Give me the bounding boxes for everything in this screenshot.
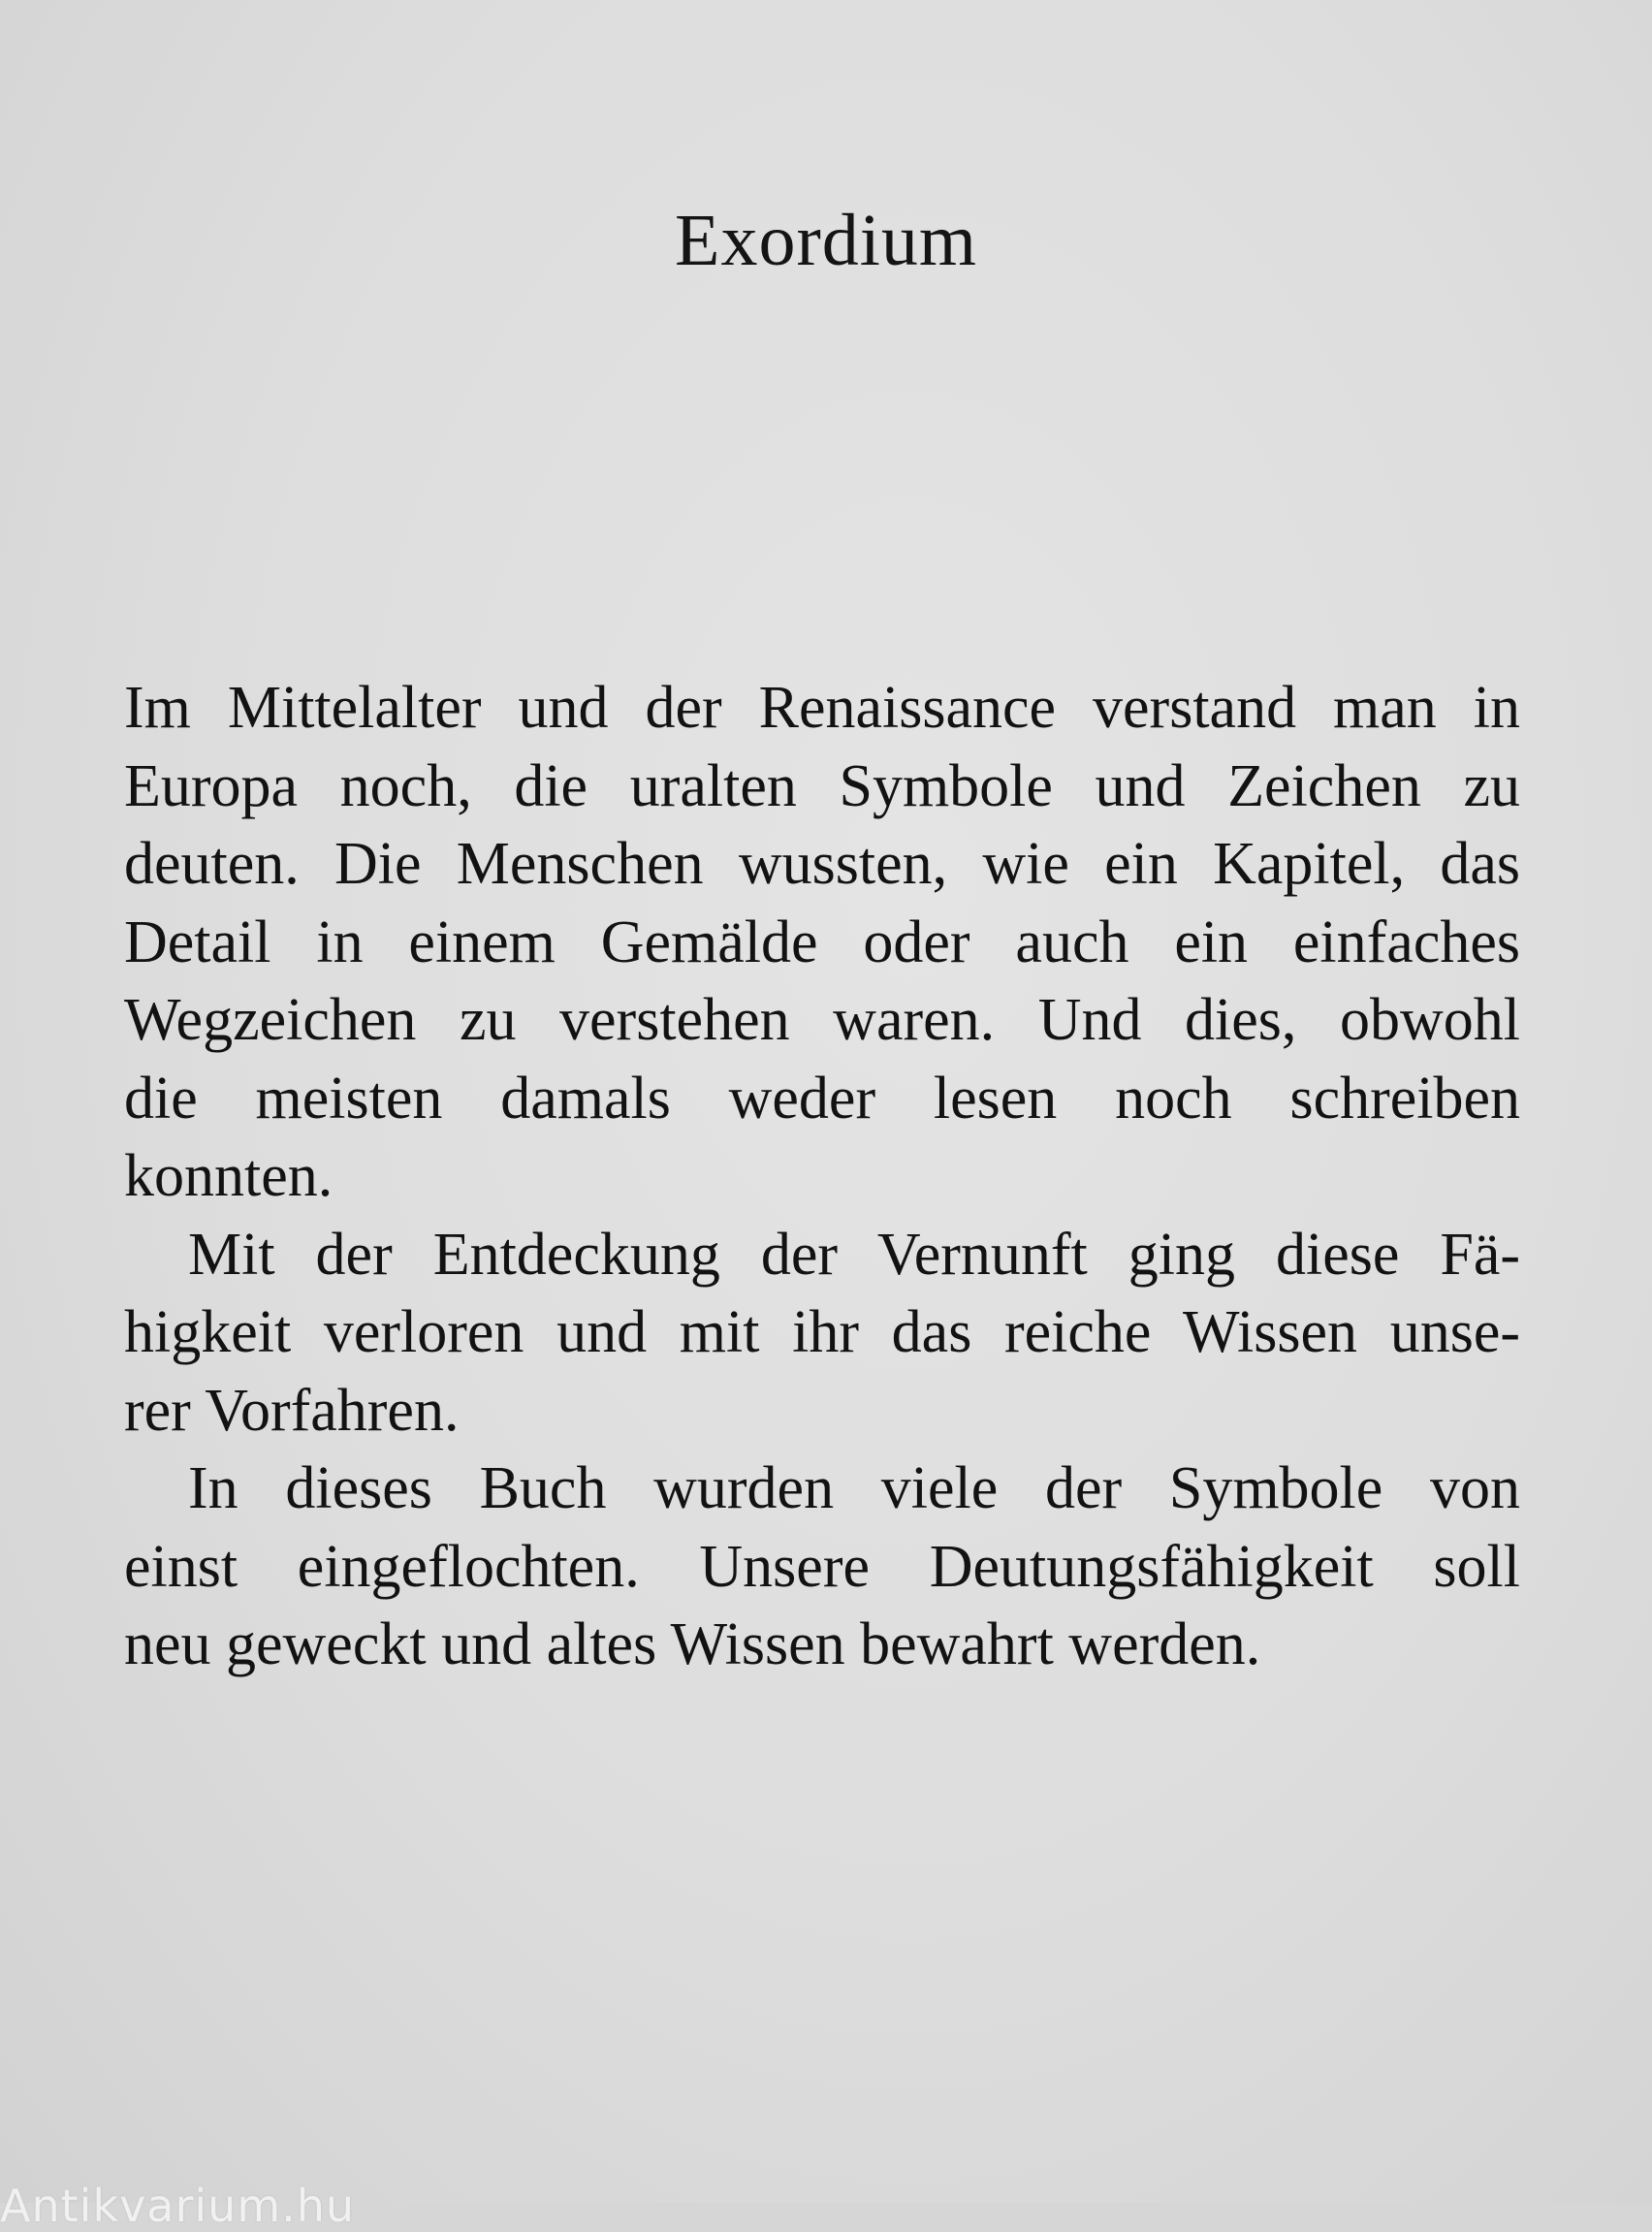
paragraph-1-line-4: Detail in einem Gemälde oder auch ein einfaches bbox=[124, 909, 1520, 975]
paragraph-1-line-6: die meisten damals weder lesen noch schreiben bbox=[124, 1065, 1520, 1132]
paragraph-3-line-2: einst eingeflochten. Unsere Deutungsfähigkeit soll bbox=[124, 1533, 1520, 1600]
paragraph-2-line-1: Mit der Entdeckung der Vernunft ging diese Fä- bbox=[188, 1221, 1520, 1288]
page-title: Exordium bbox=[675, 200, 977, 281]
paragraph-1-line-3: deuten. Die Menschen wussten, wie ein Kapitel, das bbox=[124, 831, 1520, 897]
paragraph-1-line-5: Wegzeichen zu verstehen waren. Und dies, obwohl bbox=[124, 987, 1520, 1053]
paragraph-3-line-3: neu geweckt und altes Wissen bewahrt werden. bbox=[124, 1611, 1261, 1677]
paragraph-2-line-2: higkeit verloren und mit ihr das reiche Wissen unse- bbox=[124, 1299, 1520, 1365]
body-text bbox=[124, 669, 1520, 1684]
paragraph-1-line-2: Europa noch, die uralten Symbole und Zeichen zu bbox=[124, 752, 1520, 819]
paragraph-1-line-7: konnten. bbox=[124, 1143, 334, 1209]
paragraph-3-line-1: In dieses Buch wurden viele der Symbole von bbox=[188, 1455, 1520, 1521]
paragraph-1-line-1: Im Mittelalter und der Renaissance verstand man in bbox=[124, 675, 1520, 741]
paragraph-2-line-3: rer Vorfahren. bbox=[124, 1377, 460, 1444]
watermark: Antikvarium.hu bbox=[0, 2180, 356, 2232]
